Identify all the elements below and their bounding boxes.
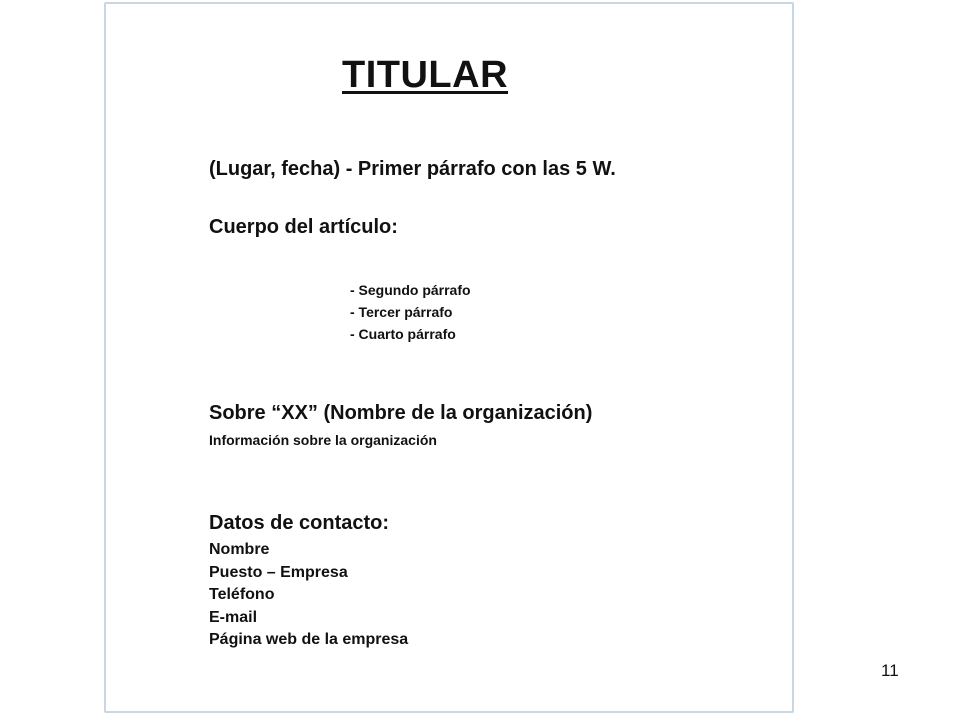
lead-line: (Lugar, fecha) - Primer párrafo con las 5 W. bbox=[209, 158, 616, 180]
list-item: - Segundo párrafo bbox=[350, 282, 471, 298]
slide-number: 11 bbox=[881, 661, 899, 680]
contact-item-name: Nombre bbox=[209, 541, 270, 558]
about-heading: Sobre “XX” (Nombre de la organización) bbox=[209, 402, 593, 424]
contact-item-position: Puesto – Empresa bbox=[209, 563, 348, 581]
body-paragraph-list bbox=[350, 280, 471, 346]
list-item: - Cuarto párrafo bbox=[350, 326, 456, 342]
list-item: - Tercer párrafo bbox=[350, 304, 453, 320]
contact-item-website: Página web de la empresa bbox=[209, 631, 409, 648]
contact-item-email: E-mail bbox=[209, 608, 258, 626]
about-info: Información sobre la organización bbox=[209, 432, 437, 448]
contact-item-phone: Teléfono bbox=[209, 586, 275, 603]
document-page bbox=[104, 2, 794, 713]
body-heading: Cuerpo del artículo: bbox=[209, 216, 398, 238]
contact-list bbox=[209, 539, 408, 652]
document-title: TITULAR bbox=[342, 54, 509, 96]
contact-heading: Datos de contacto: bbox=[209, 512, 390, 534]
